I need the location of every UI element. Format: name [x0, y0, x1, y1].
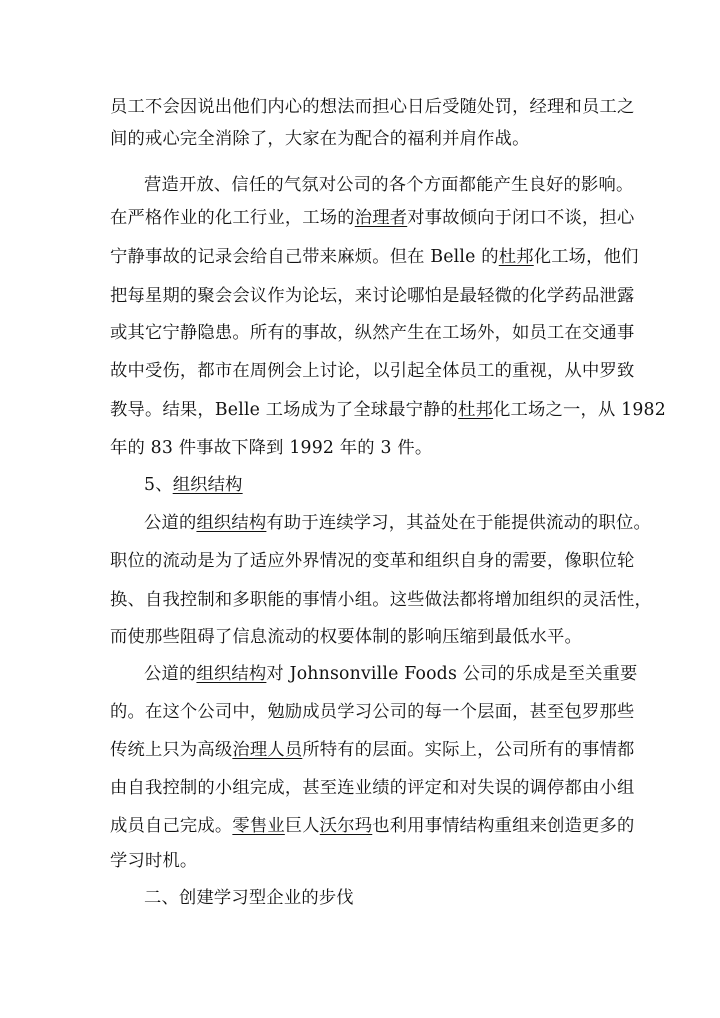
hyperlink-org-structure[interactable]: 组织结构	[172, 475, 243, 495]
text-span: 传统上只为高级	[110, 740, 233, 760]
paragraph-first-line	[144, 174, 633, 196]
hyperlink-org-structure[interactable]: 组织结构	[196, 513, 267, 533]
hyperlink-senior-management[interactable]: 治理人员	[232, 740, 303, 760]
text-line	[110, 399, 666, 421]
text-line	[110, 437, 432, 459]
text-span: 成员自己完成。	[110, 816, 233, 836]
hyperlink-retail[interactable]: 零售业	[232, 816, 285, 836]
text-span: 有助于连续学习，其益处在于能提供流动的职位。	[266, 513, 651, 533]
text-span: 所特有的层面。实际上，公司所有的事情都	[302, 740, 635, 760]
hyperlink-manager[interactable]: 治理者	[354, 208, 408, 228]
text-span: 营造开放、信任的气氛对公司的各个方面都能产生良好的影响。	[144, 175, 634, 195]
section-heading-2	[144, 887, 354, 909]
text-span: 故中受伤，都市在周例会上讨论，以引起全体员工的重视，从中罗致	[110, 361, 635, 381]
text-span: 由自我控制的小组完成，甚至连业绩的评定和对失误的调停都由小组	[110, 778, 635, 798]
text-span: 公道的	[144, 513, 197, 533]
paragraph-first-line	[144, 663, 638, 685]
text-span: 而使那些阻碍了信息流动的权要体制的影响压缩到最低水平。	[110, 627, 582, 647]
text-line	[110, 96, 634, 118]
text-span: 对事故倾向于闭口不谈，担心	[407, 208, 635, 228]
text-line	[110, 626, 582, 648]
text-line	[110, 550, 634, 572]
hyperlink-dupont[interactable]: 杜邦	[458, 400, 494, 420]
text-span: 化工场，他们	[533, 247, 639, 267]
text-line	[110, 777, 634, 799]
text-span: 巨人	[284, 816, 320, 836]
text-span: 的。在这个公司中，勉励成员学习公司的每一个层面，甚至包罗那些	[110, 702, 635, 722]
text-span: 或其它宁静隐患。所有的事故，纵然产生在工场外，如员工在交通事	[110, 323, 635, 343]
text-span: 年的 83 件事故下降到 1992 年的 3 件。	[110, 438, 433, 458]
text-span: 教导。结果，Belle 工场成为了全球最宁静的	[110, 400, 459, 420]
text-line	[110, 246, 639, 268]
text-span: 在严格作业的化工行业，工场的	[110, 208, 355, 228]
text-span: 把每星期的聚会会议作为论坛，来讨论哪怕是最轻微的化学药品泄露	[110, 286, 635, 306]
hyperlink-walmart[interactable]: 沃尔玛	[319, 816, 373, 836]
text-span: 宁静事故的记录会给自己带来麻烦。但在 Belle 的	[110, 247, 499, 267]
section-heading-5	[144, 474, 243, 496]
hyperlink-org-structure[interactable]: 组织结构	[196, 664, 267, 684]
text-span: 换、自我控制和多职能的事情小组。这些做法都将增加组织的灵活性，	[110, 590, 652, 610]
text-span: 也利用事情结构重组来创造更多的	[372, 816, 635, 836]
text-span: 二、创建学习型企业的步伐	[144, 888, 354, 908]
paragraph-first-line	[144, 512, 651, 534]
section-number: 5、	[144, 475, 173, 495]
text-span: 职位的流动是为了适应外界情况的变革和组织自身的需要，像职位轮	[110, 551, 635, 571]
text-line	[110, 850, 197, 872]
text-line	[110, 589, 652, 611]
text-span: 员工不会因说出他们内心的想法而担心日后受随处罚，经理和员工之	[110, 97, 635, 117]
text-line	[110, 207, 634, 229]
text-line	[110, 701, 634, 723]
text-span: 对 Johnsonville Foods 公司的乐成是至关重要	[266, 664, 638, 684]
text-line	[110, 360, 634, 382]
text-span: 公道的	[144, 664, 197, 684]
hyperlink-dupont[interactable]: 杜邦	[498, 247, 534, 267]
text-span: 学习时机。	[110, 851, 198, 871]
text-line	[110, 815, 634, 837]
text-span: 间的戒心完全消除了，大家在为配合的福利并肩作战。	[110, 129, 530, 149]
text-line	[110, 285, 634, 307]
text-span: 化工场之一，从 1982	[493, 400, 666, 420]
text-line	[110, 128, 530, 150]
text-line	[110, 322, 634, 344]
text-line	[110, 739, 634, 761]
